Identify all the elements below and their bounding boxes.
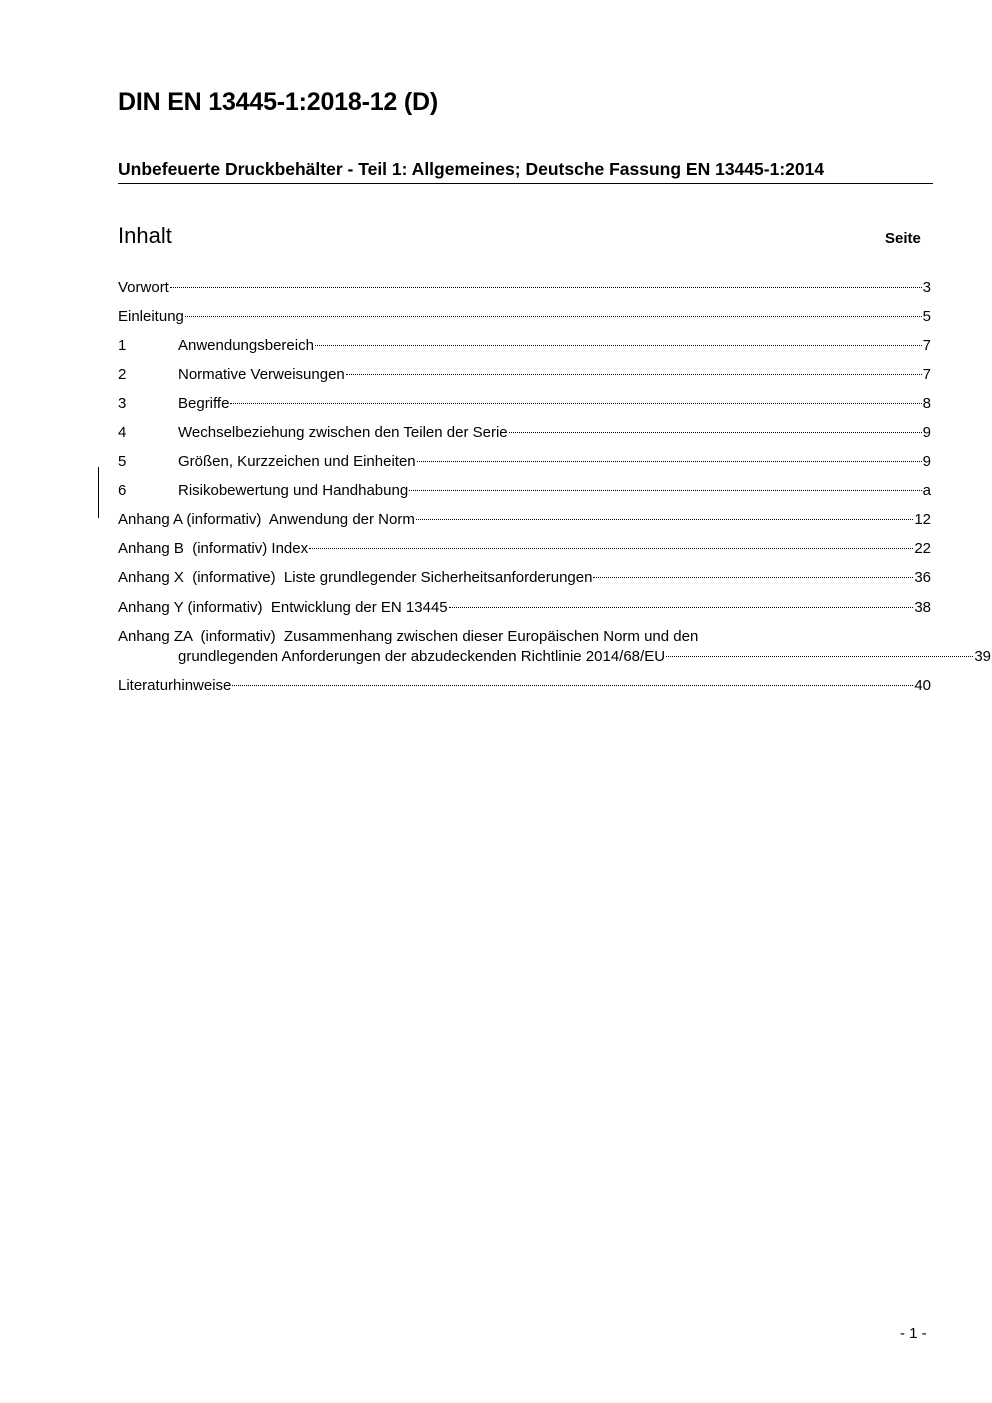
toc-dot-leader	[309, 548, 913, 549]
toc-dot-leader	[509, 432, 922, 433]
toc-entry-text: Einleitung	[118, 308, 184, 325]
toc-dot-leader	[232, 685, 913, 686]
toc-entry-number: 2	[118, 366, 127, 383]
toc-entry-5[interactable]	[118, 452, 931, 474]
toc-entry-number: 6	[118, 482, 127, 499]
toc-entry-text: Anhang B (informativ) Index	[118, 540, 309, 557]
toc-entry-text: Literaturhinweise	[118, 677, 232, 694]
toc-entry-vorwort[interactable]	[118, 278, 931, 300]
toc-entry-text: Anhang ZA (informativ) Zusammenhang zwischen dieser Europäischen Norm und den	[118, 628, 699, 645]
toc-entry-page: 3	[922, 279, 931, 296]
toc-entry-literaturhinweise[interactable]	[118, 676, 931, 698]
toc-dot-leader	[315, 345, 922, 346]
toc-entry-text: Normative Verweisungen	[178, 366, 345, 383]
toc-entry-text: Anhang Y (informativ) Entwicklung der EN 13445	[118, 599, 448, 616]
toc-dot-leader	[230, 403, 921, 404]
toc-entry-number: 3	[118, 395, 127, 412]
toc-entry-text: Anhang A (informativ) Anwendung der Norm	[118, 511, 415, 528]
toc-entry-text: Vorwort	[118, 279, 169, 296]
toc-entry-page: 5	[922, 308, 931, 325]
toc-entry-text: Begriffe	[178, 395, 230, 412]
toc-entry-einleitung[interactable]	[118, 307, 931, 329]
toc-entry-anhang-za[interactable]	[118, 627, 991, 669]
toc-entry-page: 8	[922, 395, 931, 412]
document-id: DIN EN 13445-1:2018-12 (D)	[118, 88, 438, 116]
toc-entry-text: Größen, Kurzzeichen und Einheiten	[178, 453, 416, 470]
toc-entry-2[interactable]	[118, 365, 931, 387]
toc-dot-leader	[417, 461, 922, 462]
toc-entry-number: 4	[118, 424, 127, 441]
toc-dot-leader	[666, 656, 973, 657]
toc-entry-number: 5	[118, 453, 127, 470]
toc-entry-text: Risikobewertung und Handhabung	[178, 482, 409, 499]
page-number: - 1 -	[900, 1325, 927, 1342]
toc-dot-leader	[449, 607, 914, 608]
toc-entry-text: Anwendungsbereich	[178, 337, 314, 354]
toc-entry-1[interactable]	[118, 336, 931, 358]
document-subtitle: Unbefeuerte Druckbehälter - Teil 1: Allgemeines; Deutsche Fassung EN 13445-1:2014	[118, 159, 933, 184]
toc-entry-page: 36	[914, 569, 931, 586]
toc-entry-page: 7	[922, 337, 931, 354]
toc-entry-page: 12	[914, 511, 931, 528]
toc-entry-page: 7	[922, 366, 931, 383]
toc-entry-4[interactable]	[118, 423, 931, 445]
toc-dot-leader	[185, 316, 922, 317]
toc-entry-page: 22	[914, 540, 931, 557]
toc-entry-number: 1	[118, 337, 127, 354]
toc-entry-page: 40	[914, 677, 931, 694]
toc-entry-page: 38	[914, 599, 931, 616]
toc-entry-page: 9	[922, 424, 931, 441]
toc-entry-anhang-x[interactable]	[118, 568, 931, 590]
toc-dot-leader	[593, 577, 913, 578]
toc-entry-page: 9	[922, 453, 931, 470]
toc-page-column-label: Seite	[885, 230, 921, 247]
toc-dot-leader	[346, 374, 922, 375]
toc-entry-anhang-a[interactable]	[118, 510, 931, 532]
toc-entry-anhang-b[interactable]	[118, 539, 931, 561]
toc-entry-3[interactable]	[118, 394, 931, 416]
toc-entry-text-continuation: grundlegenden Anforderungen der abzudeckenden Richtlinie 2014/68/EU	[178, 648, 666, 665]
toc-entry-page: a	[922, 482, 931, 499]
toc-entry-6[interactable]	[118, 481, 931, 503]
toc-entry-anhang-y[interactable]	[118, 598, 931, 620]
change-bar	[98, 467, 99, 518]
toc-dot-leader	[409, 490, 921, 491]
toc-entry-page: 39	[974, 648, 991, 665]
toc-dot-leader	[416, 519, 913, 520]
toc-heading: Inhalt	[118, 223, 172, 248]
toc-entry-text: Wechselbeziehung zwischen den Teilen der Serie	[178, 424, 508, 441]
toc-entry-text: Anhang X (informative) Liste grundlegender Sicherheitsanforderungen	[118, 569, 593, 586]
toc-dot-leader	[170, 287, 922, 288]
